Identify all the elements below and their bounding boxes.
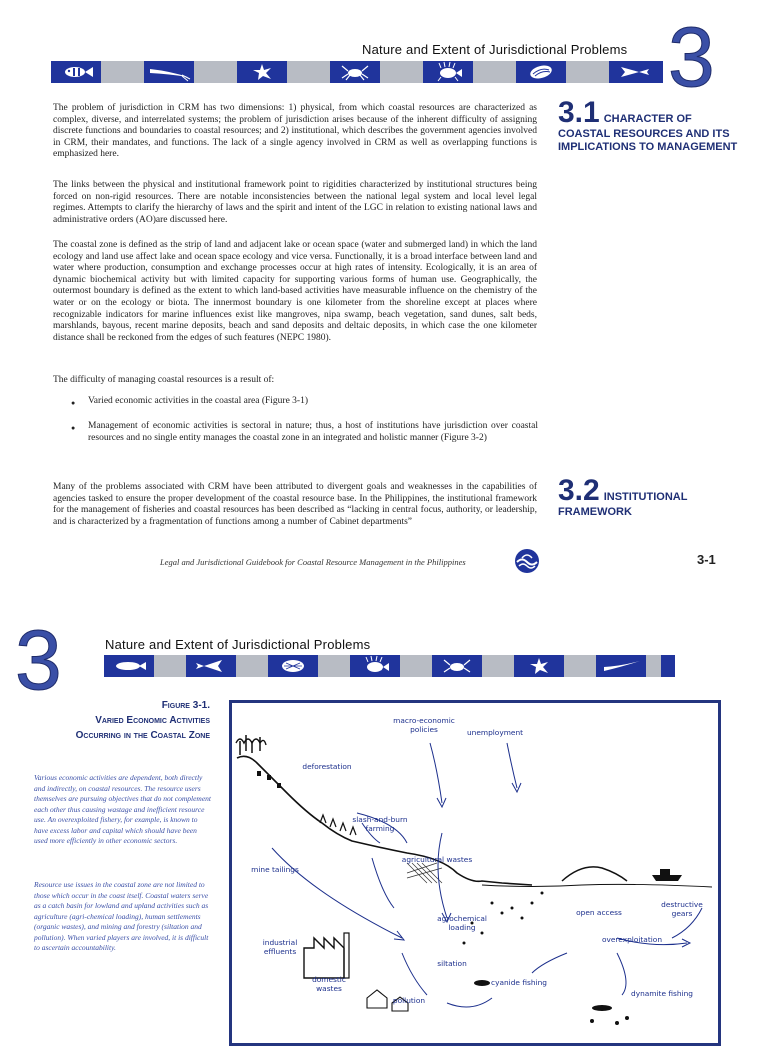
chapter-header-title: Nature and Extent of Jurisdictional Problems [105, 637, 371, 652]
figure-number: Figure 3-1. [161, 700, 210, 711]
footer-title: Legal and Jurisdictional Guidebook for Coastal Resource Management in the Philippines [160, 557, 466, 567]
figure-title-line2: Occurring in the Coastal Zone [75, 730, 210, 741]
label-dynamite-fishing: dynamite fishing [631, 989, 693, 998]
label-agricultural-wastes: agricultural wastes [401, 855, 473, 864]
coastal-zone-diagram [229, 700, 721, 1046]
label-industrial-effluents: industrial effluents [262, 938, 298, 956]
lionfish-icon [423, 61, 473, 83]
seastar-icon [237, 61, 287, 83]
fish-icon [104, 655, 154, 677]
section-title-line1: CHARACTER OF [603, 113, 692, 125]
section-title-line1: INSTITUTIONAL [603, 491, 688, 503]
section-3-2-heading [558, 476, 738, 519]
label-slash-and-burn: slash-and-burn farming [352, 815, 408, 833]
section-3-1-heading [558, 98, 738, 154]
label-cyanide-fishing: cyanide fishing [491, 978, 547, 987]
bullet-marker: ● [71, 399, 76, 407]
label-overexploitation: overexploitation [601, 935, 662, 944]
fish-icon [51, 61, 101, 83]
shell-icon [268, 655, 318, 677]
icon-banner [51, 61, 663, 83]
links-paragraph: The links between the physical and institutional framework point to rigidities characterized by institutional structures being forced on non-rigid resources. There are notable inconsistencies between the national legal system and local level legal regimes. Attempts to clarify the hierarchy of laws and the spirit and intent of the LGC in relation to existing national laws and administrative orders (AO)are discussed here. [53, 180, 537, 225]
chapter-header-title: Nature and Extent of Jurisdictional Problems [362, 42, 628, 57]
arrow-fish-icon [186, 655, 236, 677]
difficulty-paragraph: The difficulty of managing coastal resources is a result of: [53, 375, 275, 385]
figure-title-line1: Varied Economic Activities [95, 715, 210, 726]
intro-paragraph: The problem of jurisdiction in CRM has two dimensions: 1) physical, from which coastal resources are characterized as complex, diverse, and interrelated systems; the problem of jurisdiction arises because of the inherent difficulty of assigning discrete functions and boundaries to coastal resources; and 2) institutional, which describes the government agencies involved in CRM, their mandates, and functions. The lack of a single agency involved in CRM as well as overlapping functions is emphasized here. [53, 103, 537, 160]
icon-banner [104, 655, 675, 677]
crab-icon [432, 655, 482, 677]
figure-text-paragraph: Resource use issues in the coastal zone are not limited to those which occur in the coast itself. Coastal waters serve as a catch basin for lowland and upland activities such as agriculture (agri-chemical loading), human settlements (organic wastes), and mining and forestry (siltation and pollution). When varied players are involved, it is difficult to ascertain accountability. [34, 880, 209, 952]
seastar-icon [514, 655, 564, 677]
institutional-paragraph: Many of the problems associated with CRM have been attributed to divergent goals and weaknesses in the capabilities of agencies tasked to ensure the proper development of the coastal resource base. In the Philippines, the institutional framework for the management of fisheries and coastal resources has been described as “lacking in central focus, authority, or leadership, and is characterized by a fragmentation of functions among a number of Cabinet departments” [53, 482, 537, 527]
label-open-access: open access [576, 908, 622, 917]
figure-caption [20, 698, 210, 743]
squid-icon [144, 61, 194, 83]
squid-icon [596, 655, 646, 677]
label-macro-economic-policies: macro-economic policies [393, 716, 455, 734]
crab-icon [330, 61, 380, 83]
section-number: 3.1 [558, 96, 600, 129]
label-mine-tailings: mine tailings [251, 865, 299, 874]
label-agrochemical-loading: agrochemical loading [437, 914, 487, 932]
label-domestic-wastes: domestic wastes [312, 975, 346, 993]
section-title-rest: FRAMEWORK [558, 506, 632, 518]
section-number: 3.2 [558, 474, 600, 507]
lionfish-icon [350, 655, 400, 677]
label-deforestation: deforestation [302, 762, 352, 771]
label-siltation: siltation [437, 959, 467, 968]
label-unemployment: unemployment [466, 728, 524, 737]
bullet-item: Varied economic activities in the coastal area (Figure 3-1) [88, 396, 308, 406]
chapter-number: 3 [668, 10, 715, 104]
chapter-number: 3 [15, 613, 62, 707]
label-pollution: pollution [392, 996, 426, 1005]
crm-logo-icon [514, 548, 540, 574]
coastal-zone-paragraph: The coastal zone is defined as the strip of land and adjacent lake or ocean space (water and submerged land) in which the land ecology and land use affect lake and ocean space ecology and vice versa. Functionally, it is a broad interface between land and water where production, consumption and exchange processes occur at high rates of intensity. Ecologically, it is an area of dynamic biochemical activity but with limited capacity for supporting various forms of human use. Geographically, the outermost boundary is defined as the extent to which land-based activities have measurable influence on the chemistry of the water or on the ecology or biota. The innermost boundary is one kilometer from the shoreline except at places where recognizable indicators for marine influences exist like mangroves, nipa swamp, beach vegetation, sand dunes, salt beds, marshlands, bayous, recent marine deposits, beach and sand deposits and deltaic deposits, in which case the one kilometer distance shall be reckoned from the edges of such features (NEPC 1980). [53, 240, 537, 343]
fish-icon [661, 655, 675, 677]
bullet-item: Management of economic activities is sectoral in nature; thus, a host of institutions have jurisdiction over coastal resources and no single entity manages the coastal zone in an integrated and holistic manner (Figure 3-2) [88, 421, 538, 443]
page-number: 3-1 [697, 552, 716, 567]
figure-text-paragraph: Various economic activities are dependent, both directly and indirectly, on coastal resources. The resource users themselves are pursuing objectives that do not complement each other thus causing wastage and inefficient resource use. An overexploited fishery, for example, is known to have excess labor and capital which should have been used more efficiently in other economic sectors. [34, 773, 211, 845]
label-destructive-gears: destructive gears [661, 900, 703, 918]
arrow-fish-icon [609, 61, 663, 83]
section-title-rest: COASTAL RESOURCES AND ITS IMPLICATIONS TO MANAGEMENT [558, 128, 738, 153]
bullet-marker: ● [71, 424, 76, 432]
shell-icon [516, 61, 566, 83]
